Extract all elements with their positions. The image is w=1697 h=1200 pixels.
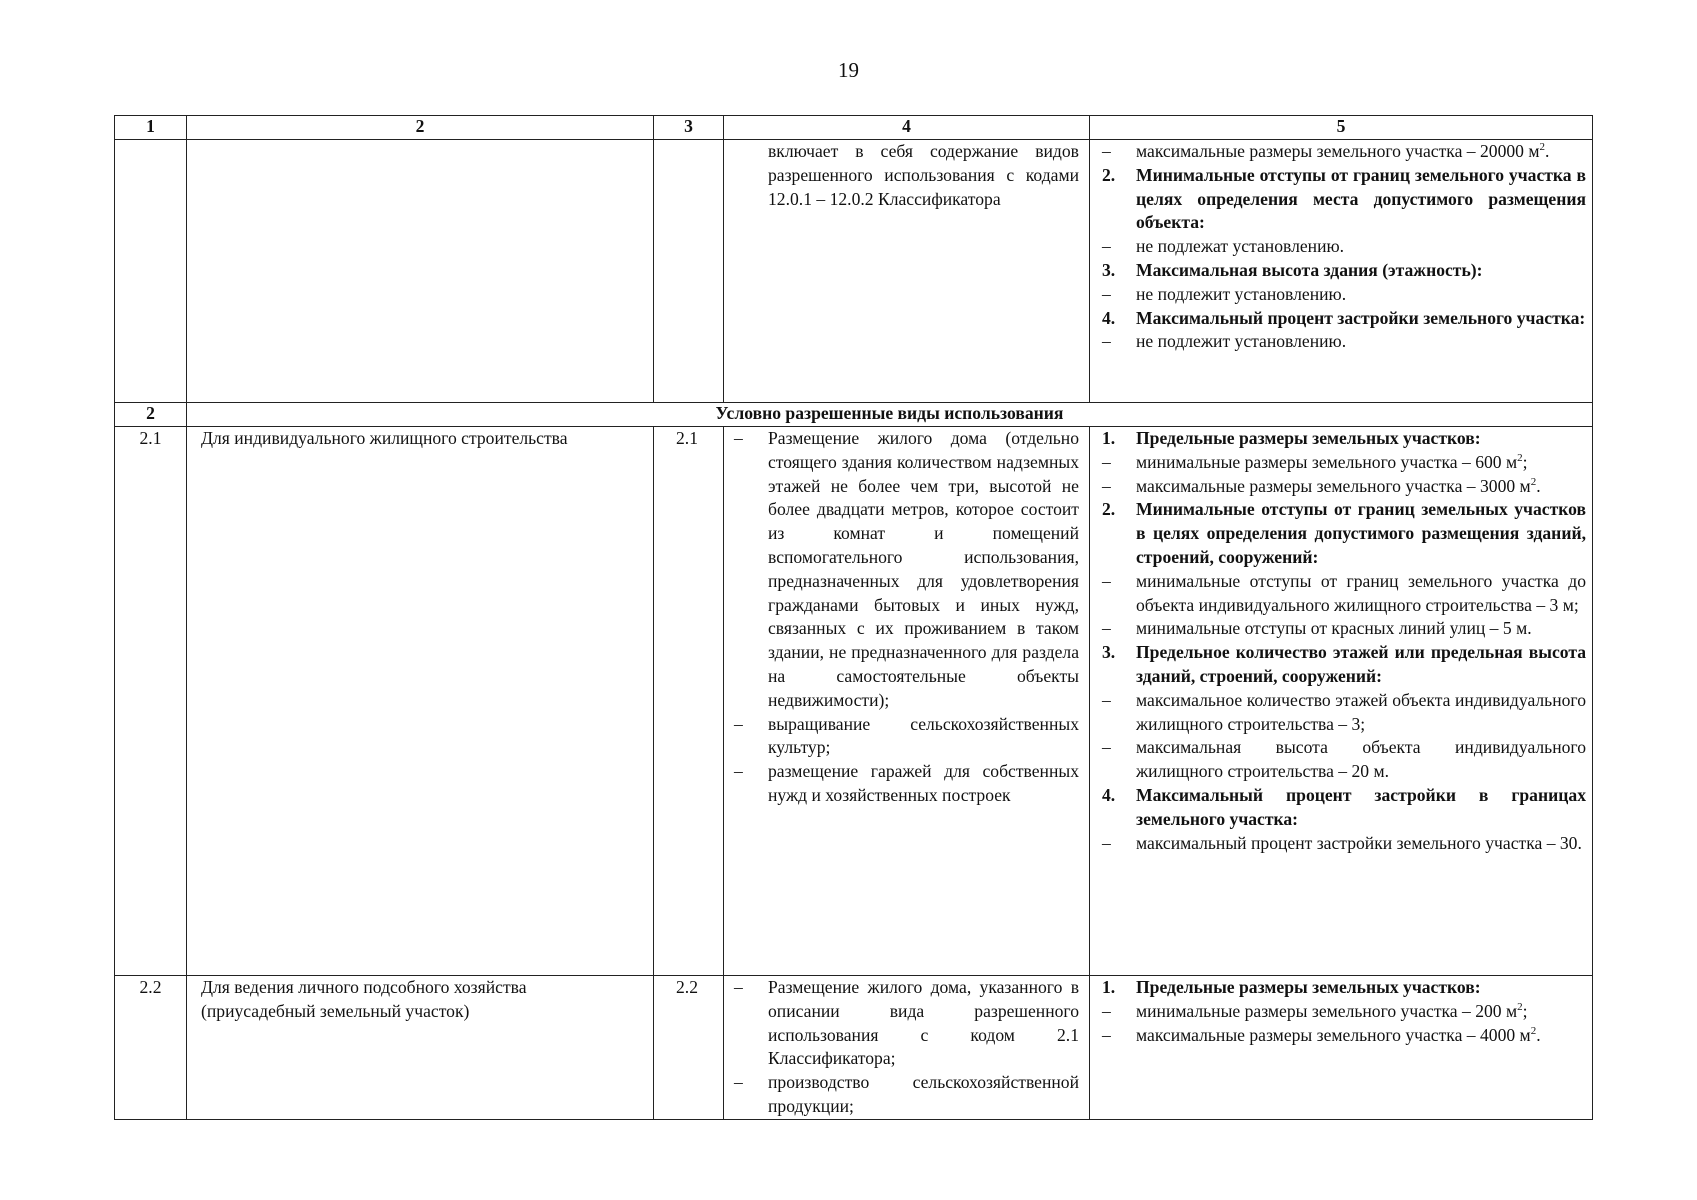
list-marker: – [1102, 689, 1111, 710]
list-text-main: максимальные размеры земельного участка – 3000 м [1136, 475, 1531, 496]
list-text [768, 1071, 1079, 1119]
list-item [1102, 1024, 1586, 1048]
list-item [1102, 140, 1586, 164]
superscript: 2 [1530, 475, 1537, 488]
list-text-main: Предельные размеры земельных участков: [1136, 977, 1481, 997]
column-header: 4 [724, 116, 1090, 140]
table-row [115, 427, 1593, 976]
list-text-main: Предельные размеры земельных участков: [1136, 428, 1481, 448]
list-marker: 2. [1102, 164, 1116, 185]
list-text [1136, 140, 1586, 164]
list-marker: – [1102, 1000, 1111, 1021]
list-text [1136, 475, 1586, 499]
list-text [1136, 235, 1586, 259]
list-text-main: максимальные размеры земельного участка – 4000 м [1136, 1024, 1531, 1045]
superscript: 2 [1517, 451, 1523, 464]
code-cell [654, 140, 724, 403]
list-text [1136, 259, 1586, 283]
list-marker: – [1102, 236, 1111, 257]
list-text-main: Размещение жилого дома, указанного в описании вида разрешенного использования с кодом 2.1 Классификатора; [768, 977, 1079, 1069]
list-text-suffix: . [1545, 141, 1550, 161]
list-text [1136, 1000, 1586, 1024]
description-text: включает в себя содержание видов разрешенного использования с кодами 12.0.1 – 12.0.2 Классификатора [768, 141, 1079, 209]
list-text-main: Минимальные отступы от границ земельного участка в целях определения места допустимого размещения объекта: [1136, 164, 1586, 233]
list-item [734, 427, 1079, 713]
list-text-main: размещение гаражей для собственных нужд и хозяйственных построек [768, 761, 1079, 805]
list-marker: – [1102, 451, 1111, 472]
description-cell [724, 427, 1090, 976]
list-marker: 4. [1102, 307, 1116, 328]
param-heading [1102, 259, 1586, 283]
list-text-main: минимальные размеры земельного участка – 600 м [1136, 451, 1518, 472]
list-item [1102, 736, 1586, 784]
params-cell [1090, 976, 1593, 1120]
page-number: 19 [838, 58, 859, 82]
list-item [1102, 617, 1586, 641]
land-use-table [114, 115, 1593, 1120]
list-marker: – [1102, 475, 1111, 496]
table-row-continued [115, 140, 1593, 403]
params-cell [1090, 140, 1593, 403]
section-title: Условно разрешенные виды использования [187, 403, 1593, 427]
list-text [1136, 617, 1586, 641]
list-marker: 3. [1102, 642, 1116, 663]
list-marker: – [734, 428, 743, 448]
row-name: Для ведения личного подсобного хозяйства (приусадебный земельный участок) [187, 976, 654, 1120]
param-heading [1102, 498, 1586, 569]
list-item [1102, 475, 1586, 499]
column-header: 3 [654, 116, 724, 140]
list-marker: 3. [1102, 259, 1116, 280]
list-text-suffix: ; [1522, 1000, 1528, 1021]
list-text [1136, 1024, 1586, 1048]
list-marker: – [1102, 832, 1111, 853]
list-marker: – [734, 1072, 743, 1093]
list-text [768, 976, 1079, 1071]
list-text [768, 713, 1079, 761]
list-text-main: Предельное количество этажей или предельная высота зданий, строений, сооружений: [1136, 642, 1586, 686]
list-item [734, 713, 1079, 761]
list-text-main: Максимальный процент застройки в границах земельного участка: [1136, 784, 1586, 829]
list-text-main: максимальная высота объекта индивидуального жилищного строительства – 20 м. [1136, 737, 1586, 782]
list-text [1136, 427, 1586, 451]
list-marker: – [1102, 331, 1111, 352]
row-code: 2.2 [654, 976, 724, 1120]
list-item [1102, 451, 1586, 475]
list-marker: 1. [1102, 428, 1116, 448]
list-text-main: производство сельскохозяйственной продукции; [768, 1072, 1079, 1116]
list-text [768, 427, 1079, 713]
column-header: 5 [1090, 116, 1593, 140]
list-text [1136, 736, 1586, 784]
superscript: 2 [1517, 1000, 1523, 1013]
list-text [1136, 641, 1586, 689]
column-header: 1 [115, 116, 187, 140]
list-item [1102, 235, 1586, 259]
table-header-row [115, 116, 1593, 140]
list-marker: – [1102, 570, 1111, 591]
list-item [1102, 330, 1586, 354]
list-text-main: не подлежат установлению. [1136, 236, 1345, 257]
list-item [734, 976, 1079, 1071]
column-header: 2 [187, 116, 654, 140]
list-item [1102, 1000, 1586, 1024]
param-heading [1102, 307, 1586, 331]
list-text-main: не подлежит установлению. [1136, 283, 1347, 304]
list-text [1136, 498, 1586, 569]
list-item [734, 1071, 1079, 1119]
list-text-main: минимальные размеры земельного участка – 200 м [1136, 1000, 1518, 1021]
param-heading [1102, 784, 1586, 832]
list-item [1102, 283, 1586, 307]
description-cell [724, 140, 1090, 403]
list-marker: – [1102, 618, 1111, 639]
superscript: 2 [1539, 141, 1545, 154]
list-marker: 2. [1102, 499, 1116, 520]
row-code: 2.1 [654, 427, 724, 976]
list-text [1136, 689, 1586, 737]
list-marker: – [734, 977, 743, 997]
row-name: Для индивидуального жилищного строительства [187, 427, 654, 976]
row-number: 2.2 [115, 976, 187, 1120]
list-text-main: выращивание сельскохозяйственных культур; [768, 713, 1079, 758]
param-heading [1102, 641, 1586, 689]
list-text [768, 760, 1079, 808]
superscript: 2 [1530, 1024, 1537, 1037]
list-marker: 1. [1102, 977, 1116, 997]
list-marker: – [1102, 283, 1111, 304]
list-text-main: максимальные размеры земельного участка – 20000 м [1136, 141, 1540, 161]
list-marker: – [734, 761, 743, 782]
description-cell [724, 976, 1090, 1120]
section-row [115, 403, 1593, 427]
list-text-suffix: . [1536, 1024, 1541, 1045]
list-text-main: Максимальная высота здания (этажность): [1136, 259, 1483, 280]
param-heading [1102, 164, 1586, 235]
list-item [1102, 570, 1586, 618]
number-cell [115, 140, 187, 403]
list-marker: – [1102, 141, 1111, 161]
list-text [1136, 832, 1586, 856]
section-number: 2 [115, 403, 187, 427]
name-cell [187, 140, 654, 403]
list-text [1136, 451, 1586, 475]
list-marker: – [734, 713, 743, 734]
param-heading [1102, 427, 1586, 451]
list-marker: 4. [1102, 784, 1116, 805]
param-heading [1102, 976, 1586, 1000]
list-text [1136, 784, 1586, 832]
row-number: 2.1 [115, 427, 187, 976]
list-text-main: Максимальный процент застройки земельного участка: [1136, 307, 1586, 328]
list-item [1102, 832, 1586, 856]
list-text [1136, 330, 1586, 354]
list-text-suffix: . [1536, 475, 1541, 496]
list-text [1136, 976, 1586, 1000]
list-item [734, 760, 1079, 808]
list-text-main: максимальный процент застройки земельного участка – 30. [1136, 832, 1582, 853]
list-text-suffix: ; [1522, 451, 1528, 472]
list-text [1136, 307, 1586, 331]
list-text [1136, 164, 1586, 235]
list-text-main: Минимальные отступы от границ земельных участков в целях определения допустимого размещения зданий, строений, сооружений: [1136, 499, 1586, 567]
list-text [1136, 570, 1586, 618]
params-cell [1090, 427, 1593, 976]
table-row [115, 976, 1593, 1120]
list-text-main: минимальные отступы от красных линий улиц – 5 м. [1136, 618, 1532, 639]
list-text-main: минимальные отступы от границ земельного участка до объекта индивидуального жилищного строительства – 3 м; [1136, 570, 1586, 615]
list-marker: – [1102, 737, 1111, 758]
list-text-main: не подлежит установлению. [1136, 331, 1347, 352]
list-text-main: Размещение жилого дома (отдельно стоящего здания количеством надземных этажей не более чем три, высотой не более двадцати метров, которое состоит из комнат и помещений вспомогательного использования, предназначенных для удовлетворения гражданами бытовых и иных нужд, связанных с их проживанием в таком здании, не предназначенного для раздела на самостоятельные объекты недвижимости); [768, 428, 1079, 710]
list-text-main: максимальное количество этажей объекта индивидуального жилищного строительства – 3; [1136, 689, 1586, 734]
list-item [1102, 689, 1586, 737]
list-marker: – [1102, 1024, 1111, 1045]
list-text [1136, 283, 1586, 307]
